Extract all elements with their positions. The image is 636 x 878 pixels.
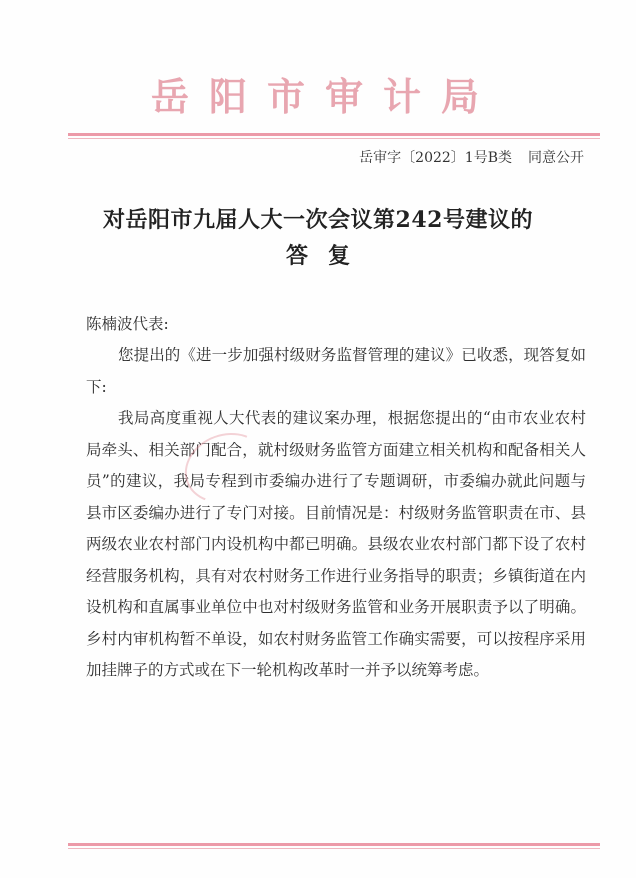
paragraph-2: 我局高度重视人大代表的建议案办理，根据您提出的“由市农业农村局牵头、相关部门配合，就村级财务监管方面建立相关机构和配备相关人员”的建议，我局专程到市委编办进行了专题调研，市委编办就此问题与县市区委编办进行了专门对接。目前情况是：村级财务监管职责在市、县两级农业农村部门内设机构中都已明确。县级农业农村部门都下设了农村经营服务机构，具有对农村财务工作进行业务指导的职责；乡镇街道在内设机构和直属事业单位中也对村级财务监管和业务开展职责予以了明确。乡村内审机构暂不单设，如农村财务监管工作确实需要，可以按程序采用加挂牌子的方式或在下一轮机构改革时一并予以统筹考虑。 [86,409,586,679]
document-number-line [359,147,584,167]
letterhead-title: 岳阳市审计局 [150,74,499,119]
footer-rule-thin [68,848,600,849]
document-title-line1: 对岳阳市九届人大一次会议第242号建议的 [103,207,533,233]
disclosure-status: 同意公开 [528,150,584,166]
paragraph-1: 您提出的《进一步加强村级财务监督管理的建议》已收悉，现答复如下: [86,346,586,396]
document-title-line2: 答复 [285,243,370,269]
salutation: 陈楠波代表: [86,315,169,333]
document-number: 岳审字〔2022〕1号B类 [359,150,512,166]
footer-rule [68,843,600,846]
letterhead-rule-top-thin [68,138,600,139]
letterhead-rule-top [68,133,600,136]
